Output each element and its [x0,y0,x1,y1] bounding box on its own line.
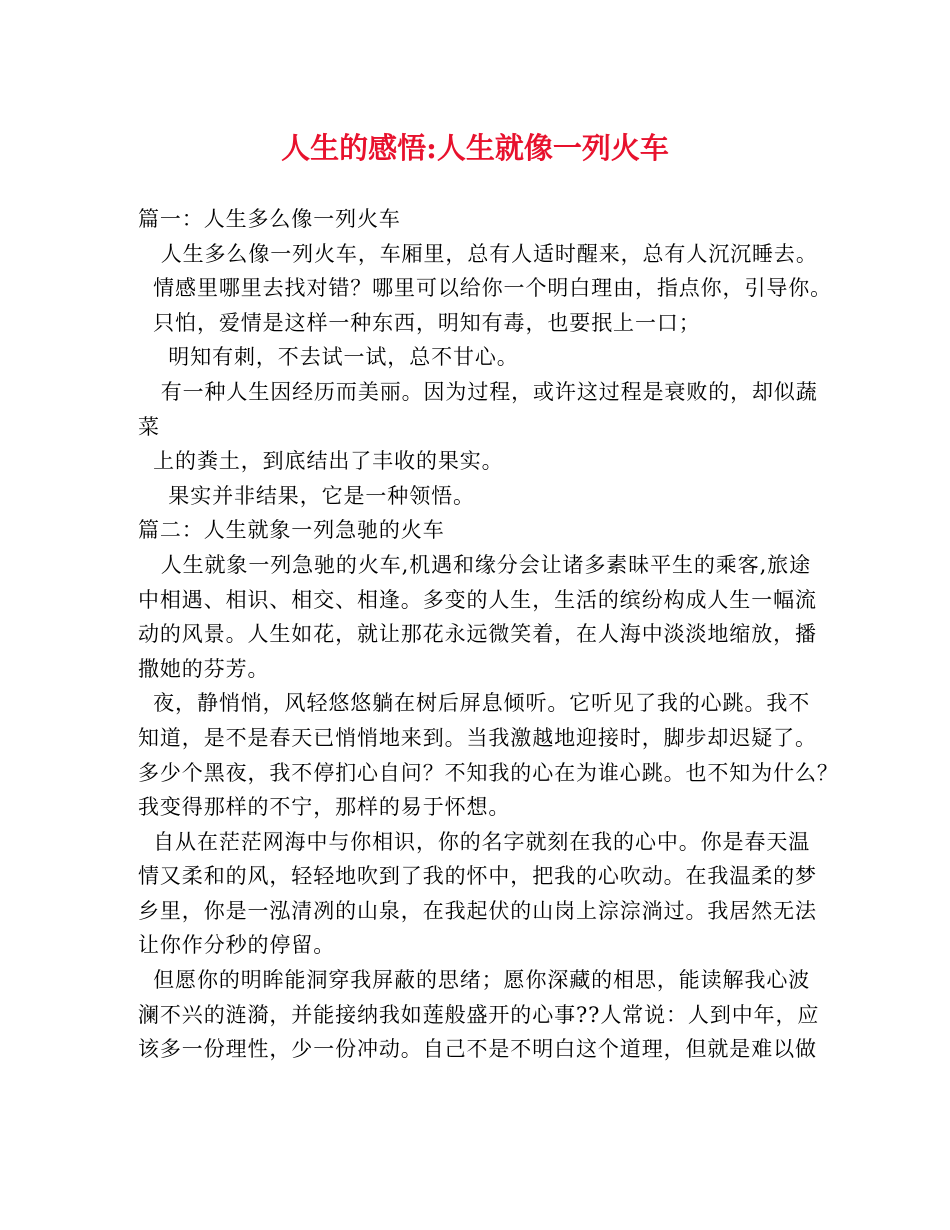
text-line: 有一种人生因经历而美丽。因为过程，或许这过程是衰败的，却似蔬 [138,379,818,404]
text-line: 让你作分秒的停留。 [138,933,336,958]
text-line: 人生多么像一列火车，车厢里，总有人适时醒来，总有人沉沉睡去。 [138,241,818,266]
text-line: 自从在茫茫网海中与你相识，你的名字就刻在我的心中。你是春天温 [138,829,811,854]
text-line: 中相遇、相识、相交、相逢。多变的人生，生活的缤纷构成人生一幅流 [138,587,817,612]
text-line: 菜 [138,414,160,439]
text-line: 情感里哪里去找对错？哪里可以给你一个明白理由，指点你，引导你。 [138,276,833,301]
text-line: 撒她的芬芳。 [138,656,270,681]
text-line: 上的粪土，到底结出了丰收的果实。 [138,449,504,474]
text-line: 篇二：人生就象一列急驰的火车 [138,518,445,543]
text-line: 澜不兴的涟漪，并能接纳我如莲般盛开的心事??人常说：人到中年，应 [138,1002,820,1027]
text-line: 知道，是不是春天已悄悄地来到。当我激越地迎接时，脚步却迟疑了。 [138,725,817,750]
text-line: 多少个黑夜，我不停扪心自问？不知我的心在为谁心跳。也不知为什么？ [138,760,839,785]
text-line: 情又柔和的风，轻轻地吹到了我的怀中，把我的心吹动。在我温柔的梦 [138,864,817,889]
text-line: 乡里，你是一泓清冽的山泉，在我起伏的山岗上淙淙淌过。我居然无法 [138,898,817,923]
text-line: 明知有刺，不去试一试，总不甘心。 [138,345,519,370]
text-line: 人生就象一列急驰的火车,机遇和缘分会让诸多素昧平生的乘客,旅途 [138,552,811,577]
text-line: 但愿你的明眸能洞穿我屏蔽的思绪；愿你深藏的相思，能读解我心波 [138,968,811,993]
text-line: 果实并非结果，它是一种领悟。 [138,483,475,508]
text-line: 该多一份理性，少一份冲动。自己不是不明白这个道理，但就是难以做 [138,1037,817,1062]
text-line: 动的风景。人生如花，就让那花永远微笑着，在人海中淡淡地缩放，播 [138,622,817,647]
text-line: 我变得那样的不宁，那样的易于怀想。 [138,795,511,820]
document-body [138,202,839,1067]
text-line: 篇一：人生多么像一列火车 [138,207,401,231]
document-title: 人生的感悟:人生就像一列火车 [281,131,669,165]
text-line: 只怕，爱情是这样一种东西，明知有毒，也要抿上一口； [138,310,701,335]
text-line: 夜，静悄悄，风轻悠悠躺在树后屏息倾听。它听见了我的心跳。我不 [138,691,811,716]
